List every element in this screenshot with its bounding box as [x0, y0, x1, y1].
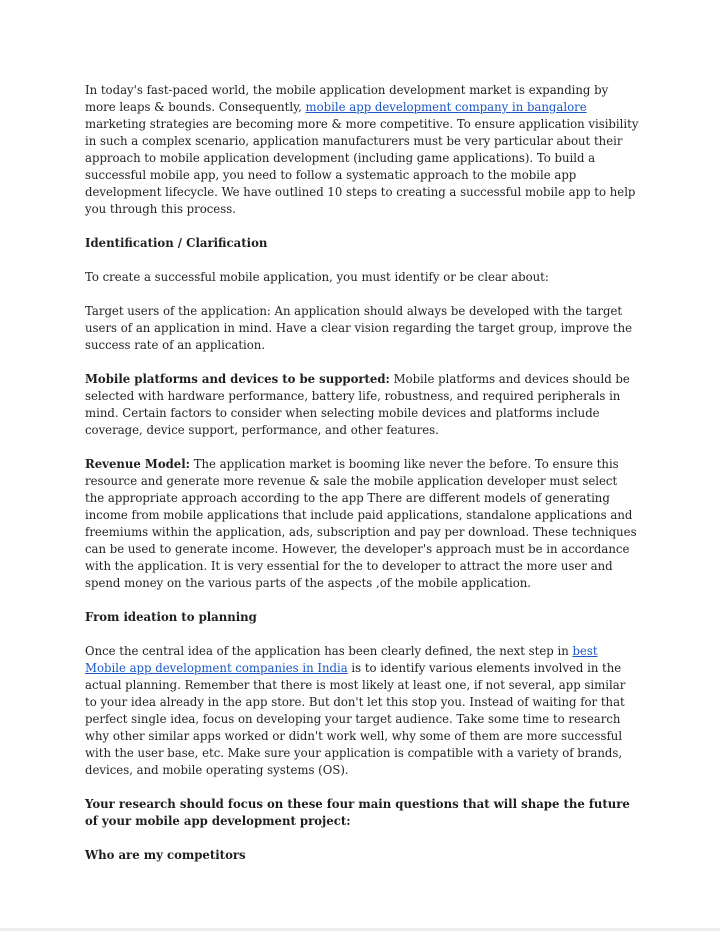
competitors-heading: Who are my competitors [85, 848, 246, 862]
intro-text-2: marketing strategies are becoming more & more competitive. To ensure application visibility in such a complex scenario, application manufacturers must be very particular about their approach to mobile application development (including game applications). To build a successful mobile app, you need to follow a systematic approach to the mobile app development lifecycle. We have outlined 10 steps to creating a successful mobile app to help you through this process. [85, 117, 639, 216]
identify-paragraph: To create a successful mobile application, you must identify or be clear about: [85, 270, 549, 284]
platforms-text: Mobile platforms and devices should be selected with hardware performance, battery life, robustness, and required peripherals in mind. Certain factors to consider when selecting mobile devices and platforms include coverage, device support, performance, and other features. [85, 372, 630, 437]
ideation-paragraph [85, 643, 640, 779]
revenue-paragraph [85, 456, 640, 592]
platforms-lead: Mobile platforms and devices to be supported: [85, 372, 390, 386]
revenue-lead: Revenue Model: [85, 457, 190, 471]
india-companies-link[interactable]: best Mobile app development companies in India [85, 644, 598, 675]
research-heading: Your research should focus on these four main questions that will shape the future of your mobile app development project: [85, 797, 630, 828]
document-page [85, 82, 640, 881]
intro-paragraph [85, 82, 640, 218]
intro-text-1: In today's fast-paced world, the mobile application development market is expanding by more leaps & bounds. Consequently, [85, 83, 609, 114]
ideation-text-2: is to identify various elements involved in the actual planning. Remember that there is most likely at least one, if not several, app similar to your idea already in the app store. But don't let this stop you. Instead of waiting for that perfect single idea, focus on developing your target audience. Take some time to research why other similar apps worked or didn't work well, why some of them are more successful with the user base, etc. Make sure your application is compatible with a variety of brands, devices, and mobile operating systems (OS). [85, 661, 626, 777]
revenue-text: The application market is booming like never the before. To ensure this resource and generate more revenue & sale the mobile application developer must select the appropriate approach according to the app There are different models of generating income from mobile applications that include paid applications, standalone applications and freemiums within the application, ads, subscription and pay per download. These techniques can be used to generate income. However, the developer's approach must be in accordance with the application. It is very essential for the to developer to attract the more user and spend money on the various parts of the aspects ,of the mobile application. [85, 457, 637, 590]
platforms-paragraph [85, 371, 640, 439]
ideation-heading: From ideation to planning [85, 610, 257, 624]
target-users-paragraph: Target users of the application: An application should always be developed with the target users of an application in mind. Have a clear vision regarding the target group, improve the success rate of an application. [85, 304, 633, 352]
identification-heading: Identification / Clarification [85, 236, 268, 250]
ideation-text-1: Once the central idea of the application has been clearly defined, the next step in [85, 644, 573, 658]
bangalore-company-link[interactable]: mobile app development company in bangalore [305, 100, 587, 114]
